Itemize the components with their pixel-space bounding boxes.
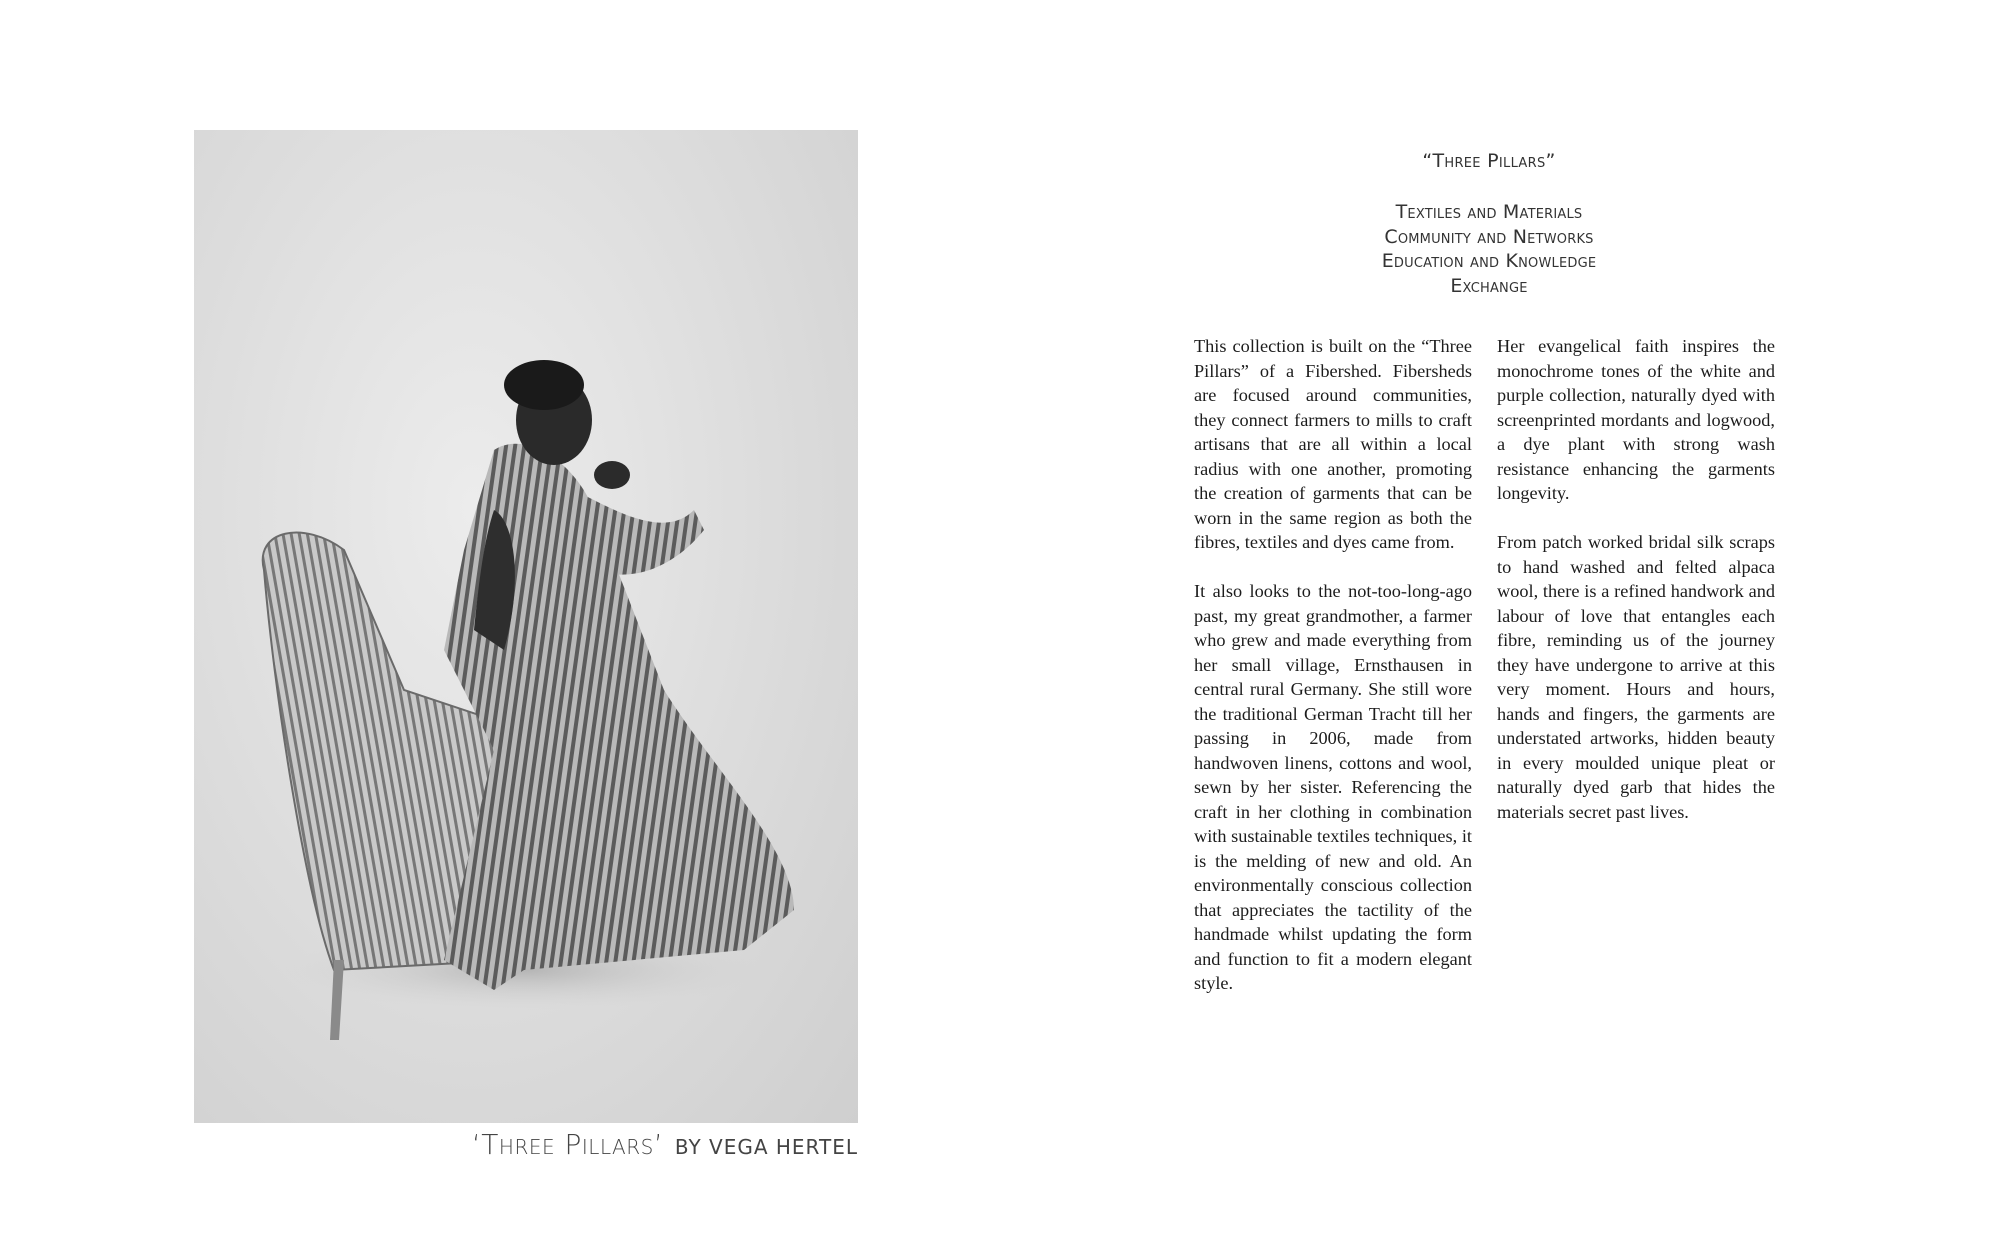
pillar-item: Textiles and Materials bbox=[1395, 201, 1583, 223]
caption-title: ‘Three Pillars’ bbox=[471, 1128, 664, 1161]
photo-caption bbox=[472, 1128, 858, 1161]
pillar-item: Education and Knowledge bbox=[1381, 250, 1597, 272]
body-paragraph: Her evangelical faith inspires the monochrome tones of the white and purple collection, naturally dyed with screenprinted mordants and logwood, a dye plant with strong wash resistance enhancing the garments longevity. bbox=[1497, 336, 1775, 503]
pillar-item: Exchange bbox=[1450, 274, 1528, 297]
body-column-right bbox=[1497, 334, 1775, 849]
seated-figure-illustration bbox=[194, 130, 858, 1123]
editorial-photograph bbox=[194, 130, 858, 1123]
heading-block bbox=[1192, 150, 1786, 298]
body-paragraph: From patch worked bridal silk scraps to hand washed and felted alpaca wool, there is a refined handwork and labour of love that entangles each fibre, reminding us of the journey they have undergone to arrive at this very moment. Hours and hours, hands and fingers, the garments are understated artworks, hidden beauty in every moulded unique pleat or naturally dyed garb that hides the materials secret past lives. bbox=[1497, 532, 1775, 822]
pillar-item: Community and Networks bbox=[1384, 225, 1594, 248]
body-paragraph: It also looks to the not-too-long-ago past, my great grandmother, a farmer who grew and made everything from her small village, Ernsthausen in central rural Germany. She still wore the traditional German Tracht till her passing in 2006, made from handwoven linens, cottons and wool, sewn by her sister. Referencing the craft in her clothing in combination with sustainable textiles techniques, it is the melding of new and old. An environmentally conscious collection that appreciates the tactility of the handmade whilst updating the form and function to fit a modern elegant style. bbox=[1194, 581, 1472, 993]
caption-byline: BY VEGA HERTEL bbox=[674, 1135, 858, 1159]
body-paragraph: This collection is built on the “Three Pillars” of a Fibershed. Fibersheds are focused around communities, they connect farmers to mills to craft artisans that are all within a local radius with one another, promoting the creation of garments that can be worn in the same region as both the fibres, textiles and dyes came from. bbox=[1194, 336, 1472, 552]
page-title: “Three Pillars” bbox=[1422, 150, 1556, 172]
body-column-left bbox=[1194, 334, 1472, 1020]
